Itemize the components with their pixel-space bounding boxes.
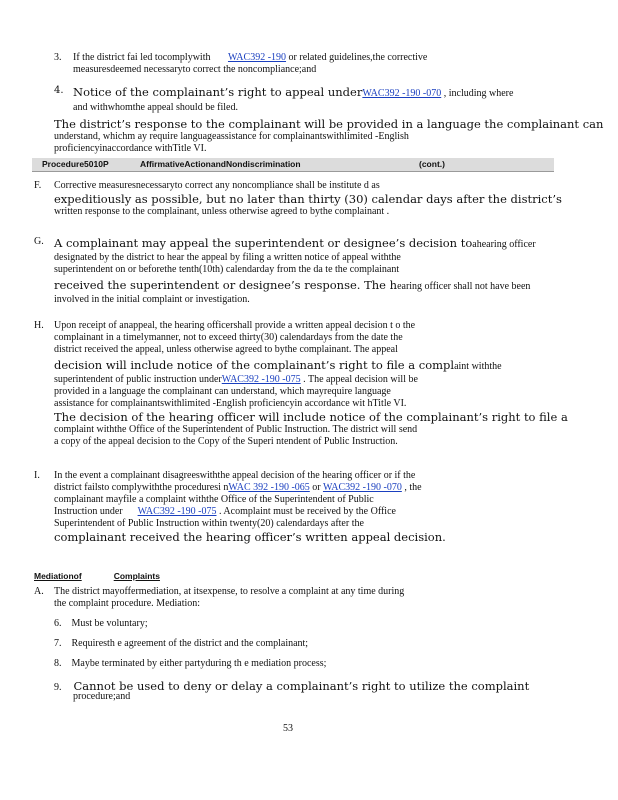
paragraph-line: or [309,482,323,493]
paragraph-line: Instruction under [54,506,123,517]
list-item [54,618,148,630]
section-title: Complaints [113,571,160,581]
paragraph-line: Superintendent of Public Instruction within twenty(20) calendardays after the [54,518,364,529]
list-item-text: Requiresth e agreement of the district and the complainant; [71,638,309,649]
paragraph-line: complainant in a timelymanner, not to exceed thirty(30) calendardays from the date the [54,332,403,343]
paragraph-f [54,180,562,218]
section-letter: I. [34,470,40,481]
wac-link[interactable]: WAC392 -190 -070 [362,88,442,99]
wac-link[interactable]: WAC392 -190 [227,52,287,63]
section-title: Mediationof [34,571,82,581]
list-item-text: and withwhomthe appeal should be filed. [73,102,238,113]
paragraph-line: aint withthe [454,361,502,372]
paragraph-line: district received the appeal, unless otherwise agreed to bythe complainant. The appeal [54,344,398,355]
wac-link[interactable]: WAC392 -190 -075 [137,506,217,517]
paragraph-line: assistance for complainantswithlimited -English proficiencyin accordance wit hTitle VI. [54,398,407,409]
list-item-text: measuresdeemed necessaryto correct the noncompliance;and [73,64,317,75]
paragraph-line: earing officer shall not have been [397,281,531,292]
procedure-title: AffirmativeActionandNondiscrimination [140,159,301,169]
paragraph-line: The district’s response to the complainant will be provided in a language the complainant can [54,117,604,131]
wac-link[interactable]: WAC392 -190 -075 [221,374,301,385]
paragraph-line: expeditiously as possible, but no later than thirty (30) calendar days after the district’s [54,192,562,206]
list-number: 7. [54,638,62,649]
section-letter: F. [34,180,42,191]
paragraph-line: The decision of the hearing officer will include notice of the complainant’s right to file a [54,410,568,424]
section-letter: A. [34,586,44,597]
list-item-3 [73,52,427,76]
list-item [54,638,308,650]
paragraph-line: district failsto complywiththe proceduresi n [54,482,229,493]
paragraph-line: superintendent of public instruction under [54,374,222,385]
list-item-text: , including where [441,88,514,99]
paragraph-line: understand, whichm ay require languageassistance for complainantswithlimited -English [54,131,409,142]
paragraph-line: . The appeal decision will be [300,374,418,385]
wac-link[interactable]: WAC392 -190 -070 [322,482,402,493]
page-number: 53 [283,723,293,734]
wac-link[interactable]: WAC 392 -190 -065 [228,482,310,493]
paragraph-line: complainant mayfile a complaint withthe Office of the Superintendent of Public [54,494,374,505]
paragraph-line: involved in the initial complaint or investigation. [54,294,250,305]
list-number: 4. [54,85,64,96]
section-letter: H. [34,320,44,331]
paragraph-line: proficiencyinaccordance withTitle VI. [54,143,207,154]
procedure-number: Procedure5010P [42,159,109,169]
list-item-text: procedure;and [73,691,131,702]
list-item-text: Must be voluntary; [71,618,148,629]
continued-label: (cont.) [419,159,445,169]
list-number: 8. [54,658,62,669]
paragraph-g [54,234,536,306]
paragraph-line: Upon receipt of anappeal, the hearing officershall provide a written appeal decision t o the [54,320,416,331]
paragraph-line: written response to the complainant, unless otherwise agreed to bythe complainant . [54,206,390,217]
mediation-heading [34,566,160,584]
procedure-header-bar [32,158,554,172]
paragraph-line: superintendent on or beforethe tenth(10th) calendarday from the da te the complainant [54,264,400,275]
list-number: 9. [54,682,62,693]
paragraph-line: In the event a complainant disagreeswiththe appeal decision of the hearing officer or if the [54,470,416,481]
paragraph-line: provided in a language the complainant can understand, which mayrequire language [54,386,391,397]
paragraph-line: decision will include notice of the complainant’s right to file a compl [54,358,455,372]
paragraph-line: Corrective measuresnecessaryto correct any noncompliance shall be institute d as [54,180,380,191]
paragraph-line: . Acomplaint must be received by the Office [216,506,396,517]
response-paragraph [54,117,603,155]
paragraph-h [54,320,568,448]
paragraph-line: complaint withthe Office of the Superintendent of Public Instruction. The district will send [54,424,418,435]
paragraph-line: complainant received the hearing officer’s written appeal decision. [54,530,446,544]
section-letter: G. [34,236,44,247]
paragraph-line: ahearing officer [472,239,536,250]
paragraph-line: received the superintendent or designee’s response. The h [54,278,398,292]
list-item [54,658,326,670]
list-number: 3. [54,52,62,63]
list-item-text: or related guidelines,the corrective [286,52,428,63]
list-item-4 [73,83,513,114]
list-item-text: If the district fai led tocomplywith [73,52,211,63]
list-number: 6. [54,618,62,629]
paragraph-line: designated by the district to hear the appeal by filing a written notice of appeal withthe [54,252,401,263]
list-item-text: Maybe terminated by either partyduring th e mediation process; [71,658,327,669]
paragraph-line: , the [401,482,422,493]
paragraph-i [54,470,446,544]
paragraph-line: a copy of the appeal decision to the Copy of the Superi ntendent of Public Instruction. [54,436,398,447]
mediation-paragraph-a [54,586,404,610]
paragraph-line: The district mayoffermediation, at itsexpense, to resolve a complaint at any time during [54,586,405,597]
list-item-text: Notice of the complainant’s right to appeal under [73,85,363,99]
list-item-text: Cannot be used to deny or delay a complainant’s right to utilize the complaint [73,679,530,693]
paragraph-line: the complaint procedure. Mediation: [54,598,201,609]
paragraph-line: A complainant may appeal the superintendent or designee’s decision to [54,236,473,250]
